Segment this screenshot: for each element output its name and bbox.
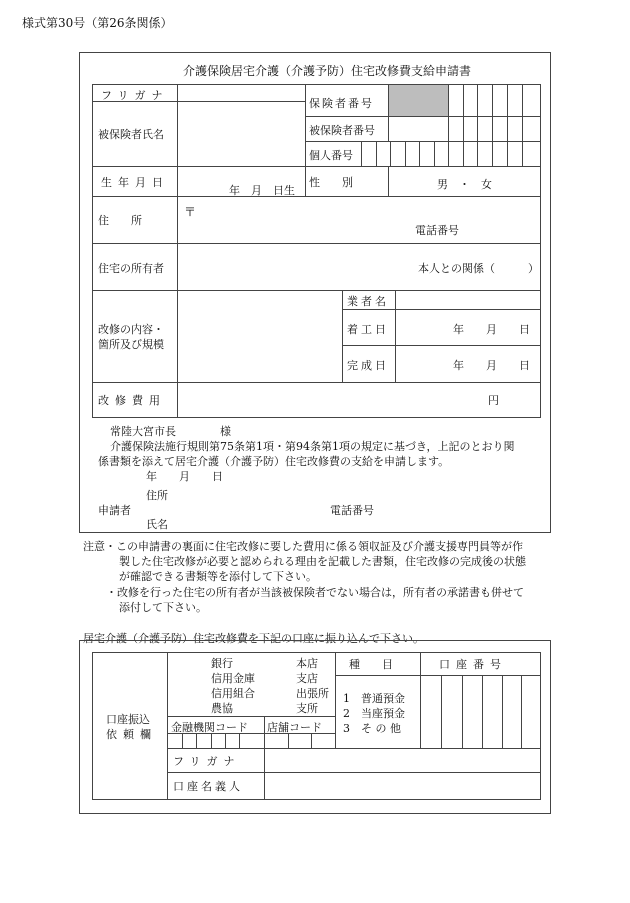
statement-line-1: 介護保険法施行規則第75条第1項・第94条第1項の規定に基づき，上記のとおり関 (110, 440, 515, 453)
finish-date-field[interactable]: 年 月 日 (453, 359, 530, 372)
address-label: 住 所 (98, 214, 142, 227)
applicant-phone-label: 電話番号 (330, 504, 374, 517)
insurer-number-label: 保険者番号 (309, 97, 374, 110)
applicant-name-label: 氏名 (146, 518, 168, 531)
sex-options[interactable]: 男 ・ 女 (437, 178, 492, 191)
application-date[interactable]: 年 月 日 (146, 470, 223, 483)
start-date-field[interactable]: 年 月 日 (453, 323, 530, 336)
insured-name-label: 被保険者氏名 (98, 128, 164, 141)
account-number-header: 口座番号 (439, 658, 507, 671)
inst-kumiai[interactable]: 信用組合 (211, 687, 255, 700)
note-1-line-2: 製した住宅改修が必要と認められる理由を記載した書類，住宅改修の完成後の状態 (119, 555, 526, 568)
bank-side-label-1: 口座振込 (106, 713, 150, 726)
form-number: 様式第30号（第26条関係） (22, 16, 173, 30)
furigana-label: フリガナ (101, 89, 169, 102)
note-1-line-3: が確認できる書類等を添付して下さい。 (119, 570, 317, 583)
applicant-address-label: 住所 (146, 489, 168, 502)
applicant-label: 申請者 (98, 504, 131, 517)
branch-code-label: 店舗コード (267, 721, 322, 734)
address-phone-label: 電話番号 (415, 224, 459, 237)
note-2-line-1: ・改修を行った住宅の所有者が当該被保険者でない場合は，所有者の承諾書も併せて (106, 586, 524, 599)
branch-office[interactable]: 出張所 (296, 687, 329, 700)
account-type-2[interactable]: 2 当座預金 (343, 707, 405, 720)
note-1-line-1: 注意・この申請書の裏面に住宅改修に要した費用に係る領収証及び介護支援専門員等が作 (83, 540, 523, 553)
account-type-3[interactable]: 3 そ の 他 (343, 722, 401, 735)
inst-code-label: 金融機関コード (171, 721, 248, 734)
mayor-addressee: 常陸大宮市長 様 (110, 425, 231, 438)
owner-label: 住宅の所有者 (98, 262, 164, 275)
inst-shinkin[interactable]: 信用金庫 (211, 672, 255, 685)
sex-label: 性 別 (309, 176, 353, 189)
contents-label-2: 箇所及び規模 (98, 338, 164, 351)
inst-nokyo[interactable]: 農協 (211, 702, 233, 715)
insurer-number-shaded (389, 85, 448, 116)
finish-date-label: 完成日 (347, 359, 389, 372)
bank-furigana-label: フリガナ (173, 755, 241, 768)
postal-mark: 〒 (184, 205, 197, 219)
inst-bank[interactable]: 銀行 (211, 657, 233, 670)
start-date-label: 着工日 (347, 323, 389, 336)
form-title: 介護保険居宅介護（介護予防）住宅改修費支給申請書 (183, 64, 472, 78)
cost-label: 改修費用 (98, 394, 166, 407)
account-type-header: 種 目 (349, 658, 393, 671)
transfer-intro: 居宅介護（介護予防）住宅改修費を下記の口座に振り込んで下さい。 (83, 632, 424, 645)
birthdate-label: 生年月日 (101, 176, 169, 189)
bank-side-label-2: 依頼欄 (106, 728, 157, 741)
contents-label-1: 改修の内容・ (98, 323, 164, 336)
branch-branch[interactable]: 支店 (296, 672, 318, 685)
personal-number-label: 個人番号 (309, 149, 353, 162)
contractor-label: 業者名 (347, 295, 389, 308)
insured-number-label: 被保険者番号 (309, 124, 375, 137)
account-holder-label: 口座名義人 (173, 780, 243, 793)
branch-main[interactable]: 本店 (296, 657, 318, 670)
statement-line-2: 係書類を添えて居宅介護（介護予防）住宅改修費の支給を申請します。 (98, 455, 450, 468)
account-type-1[interactable]: 1 普通預金 (343, 692, 405, 705)
branch-sub[interactable]: 支所 (296, 702, 318, 715)
relation-field[interactable]: 本人との関係（ ） (418, 262, 539, 275)
birthdate-field[interactable]: 年 月 日生 (229, 184, 295, 197)
note-2-line-2: 添付して下さい。 (119, 601, 207, 614)
cost-yen: 円 (488, 394, 499, 407)
